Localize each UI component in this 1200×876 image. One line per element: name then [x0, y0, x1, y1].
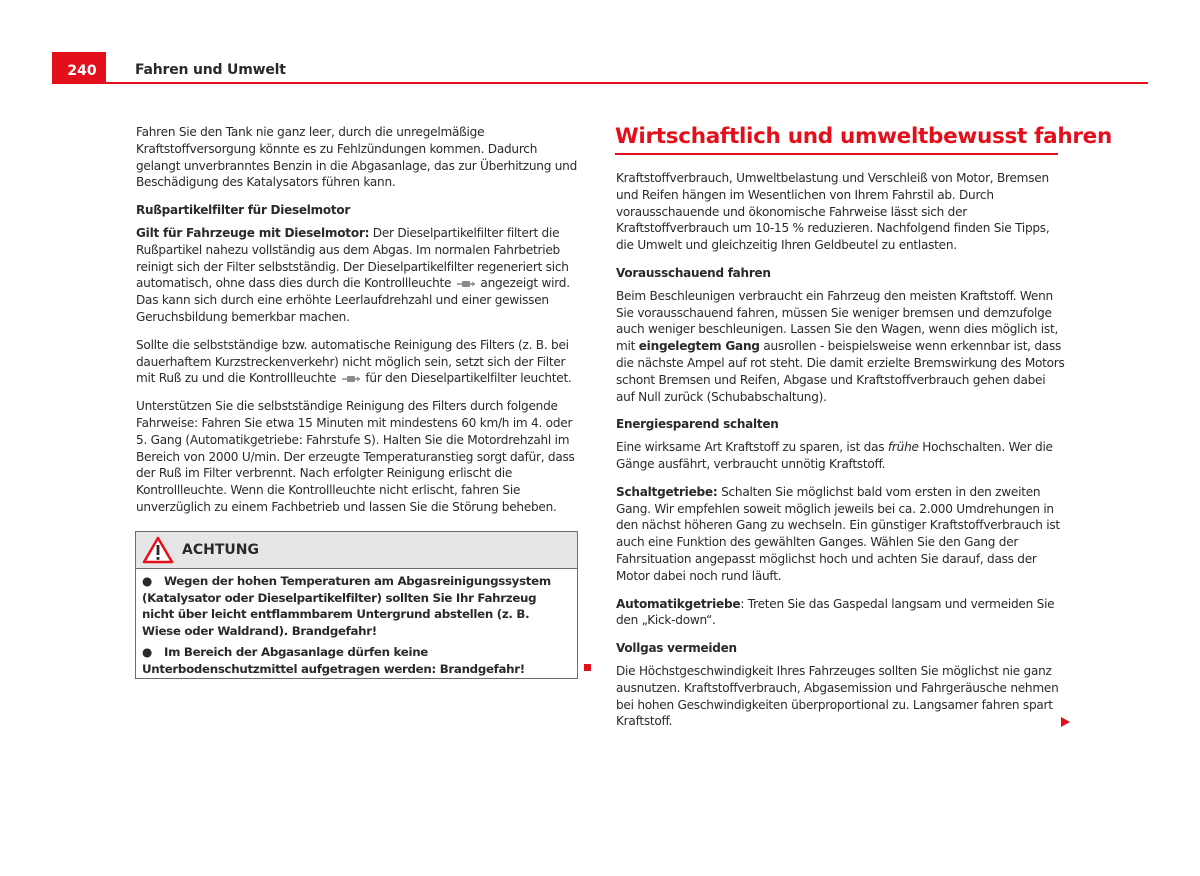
page-number: 240	[52, 52, 106, 84]
paragraph-vorausschauend	[616, 288, 1066, 406]
warning-body	[136, 569, 577, 687]
header-rule	[52, 82, 1148, 84]
heading-vollgas: Vollgas vermeiden	[616, 641, 737, 656]
bullet: ●	[142, 574, 152, 588]
paragraph-energiesparend	[616, 439, 1066, 473]
paragraph-dpf-cleaning: Unterstützen Sie die selbstständige Reinigung des Filters durch folgende Fahrweise: Fahren Sie etwa 15 Minuten mit mindestens 60 km/h im 4. oder 5. Gang (Automatikgetriebe: Fahrstufe S). Halten Sie die Motordrehzahl im Bereich von 2000 U/min. Der erzeugte Temperaturanstieg sorgt dafür, dass der Ruß im Filter verbrennt. Nach erfolgter Reinigung erlischt die Kontrollleuchte. Wenn die Kontrollleuchte nicht erlischt, fahren Sie unverzüglich zu einem Fachbetrieb und lassen Sie die Störung beheben.	[136, 399, 575, 514]
warning-text: Im Bereich der Abgasanlage dürfen keine Unterbodenschutzmittel aufgetragen werden: Brandgefahr!	[142, 645, 525, 676]
chapter-title: Fahren und Umwelt	[135, 62, 286, 78]
bold-text: eingelegtem Gang	[638, 339, 760, 354]
paragraph-tank: Fahren Sie den Tank nie ganz leer, durch die unregelmäßige Kraftstoffversorgung könnte es zu Fehlzündungen kommen. Dadurch gelangt unverbranntes Benzin in die Abgasanlage, das zur Überhitzung und Beschädigung des Katalysators führen kann.	[136, 125, 577, 190]
paragraph-intro: Kraftstoffverbrauch, Umweltbelastung und Verschleiß von Motor, Bremsen und Reifen hängen im Wesentlichen von Ihrem Fahrstil ab. Durch vorausschauende und ökonomische Fahrweise lässt sich der Kraftstoffverbrauch um 10-15 % reduzieren. Nachfolgend finden Sie Tipps, die Umwelt und gleichzeitig Ihren Geldbeutel zu entlasten.	[616, 171, 1050, 253]
text: Beim Beschleunigen verbraucht ein Fahrzeug den meisten Kraftstoff. Wenn Sie vorausschauend fahren, müssen Sie weniger bremsen und demzufolge auch weniger beschleunigen. Lassen Sie den Wagen, wenn dies möglich ist, mit	[616, 288, 1059, 354]
section-title: Wirtschaftlich und umweltbewusst fahren	[615, 124, 1058, 155]
warning-item	[142, 644, 571, 677]
bold-lead: Schaltgetriebe:	[616, 484, 718, 499]
paragraph-automatikgetriebe	[616, 596, 1066, 630]
paragraph-schaltgetriebe	[616, 484, 1066, 585]
paragraph-dpf-clogged	[136, 337, 582, 387]
bold-lead: Gilt für Fahrzeuge mit Dieselmotor:	[136, 225, 370, 240]
warning-title: ACHTUNG	[182, 542, 259, 558]
text: Sollte die selbstständige bzw. automatische Reinigung des Filters (z. B. bei dauerhaftem Kurzstreckenverkehr) nicht möglich sein, setzt sich der Filter mit Ruß zu und die Kontrollleuchte	[136, 337, 569, 386]
paragraph-vollgas: Die Höchstgeschwindigkeit Ihres Fahrzeuges sollten Sie möglichst nie ganz ausnutzen. Kraftstoffverbrauch, Abgasemission und Fahrgeräusche nehmen bei hohen Geschwindigkeiten überproportional zu. Langsamer fahren spart Kraftstoff.	[616, 663, 1059, 729]
text: Eine wirksame Art Kraftstoff zu sparen, ist das	[616, 440, 888, 455]
continue-arrow-icon	[1061, 717, 1070, 727]
diesel-particulate-filter-icon	[342, 375, 360, 383]
warning-text: Wegen der hohen Temperaturen am Abgasreinigungssystem (Katalysator oder Dieselpartikelfilter) sollten Sie Ihr Fahrzeug nicht über leicht entflammbarem Untergrund abstellen (z. B. Wiese oder Waldrand). Brandgefahr!	[142, 574, 551, 638]
bold-lead: Automatikgetriebe	[616, 596, 741, 611]
text: : Treten Sie das Gaspedal langsam und vermeiden Sie den „Kick-down“.	[616, 596, 1055, 628]
warning-box	[135, 531, 578, 679]
diesel-particulate-filter-icon	[457, 280, 475, 288]
heading-vorausschauend: Vorausschauend fahren	[616, 265, 771, 280]
text: Hochschalten. Wer die Gänge ausfährt, verbraucht unnötig Kraftstoff.	[616, 440, 1053, 471]
text: für den Dieselpartikelfilter leuchtet.	[365, 371, 572, 386]
left-column	[136, 124, 582, 527]
heading-russpartikelfilter: Rußpartikelfilter für Dieselmotor	[136, 203, 351, 218]
warning-triangle-icon	[142, 536, 174, 564]
text: Schalten Sie möglichst bald vom ersten in den zweiten Gang. Wir empfehlen soweit möglich jeweils bei ca. 2.000 Umdrehungen in den nächst höheren Gang zu wechseln. Ein günstiger Kraftstoffverbrauch ist auch eine Funktion des gewählten Ganges. Wählen Sie den Gang der Fahrsituation angepasst möglichst hoch und achten Sie darauf, dass der Motor dabei noch rund läuft.	[616, 484, 1060, 583]
warning-header	[136, 532, 577, 569]
section-end-marker	[584, 664, 591, 671]
warning-item	[142, 573, 571, 639]
right-column	[616, 170, 1066, 741]
paragraph-dpf-intro	[136, 225, 582, 326]
italic-text: frühe	[887, 440, 919, 455]
text: ausrollen - beispielsweise wenn erkennbar ist, dass die nächste Ampel auf rot steht. Die damit erzielte Bremswirkung des Motors schont Bremsen und Reifen, Abgase und Kraftstoffverbrauch gehen dabei auf Null zurück (Schubabschaltung).	[616, 339, 1065, 404]
heading-energiesparend: Energiesparend schalten	[616, 417, 779, 432]
bullet: ●	[142, 645, 152, 660]
text: Der Dieselpartikelfilter filtert die Rußpartikel nahezu vollständig aus dem Abgas. Im normalen Fahrbetrieb reinigt sich der Filter selbstständig. Der Dieselpartikelfilter regeneriert sich automatisch, ohne dass dies durch die Kontrollleuchte	[136, 225, 569, 291]
text: angezeigt wird. Das kann sich durch eine erhöhte Leerlaufdrehzahl und einer gewissen Geruchsbildung bemerkbar machen.	[136, 276, 570, 324]
